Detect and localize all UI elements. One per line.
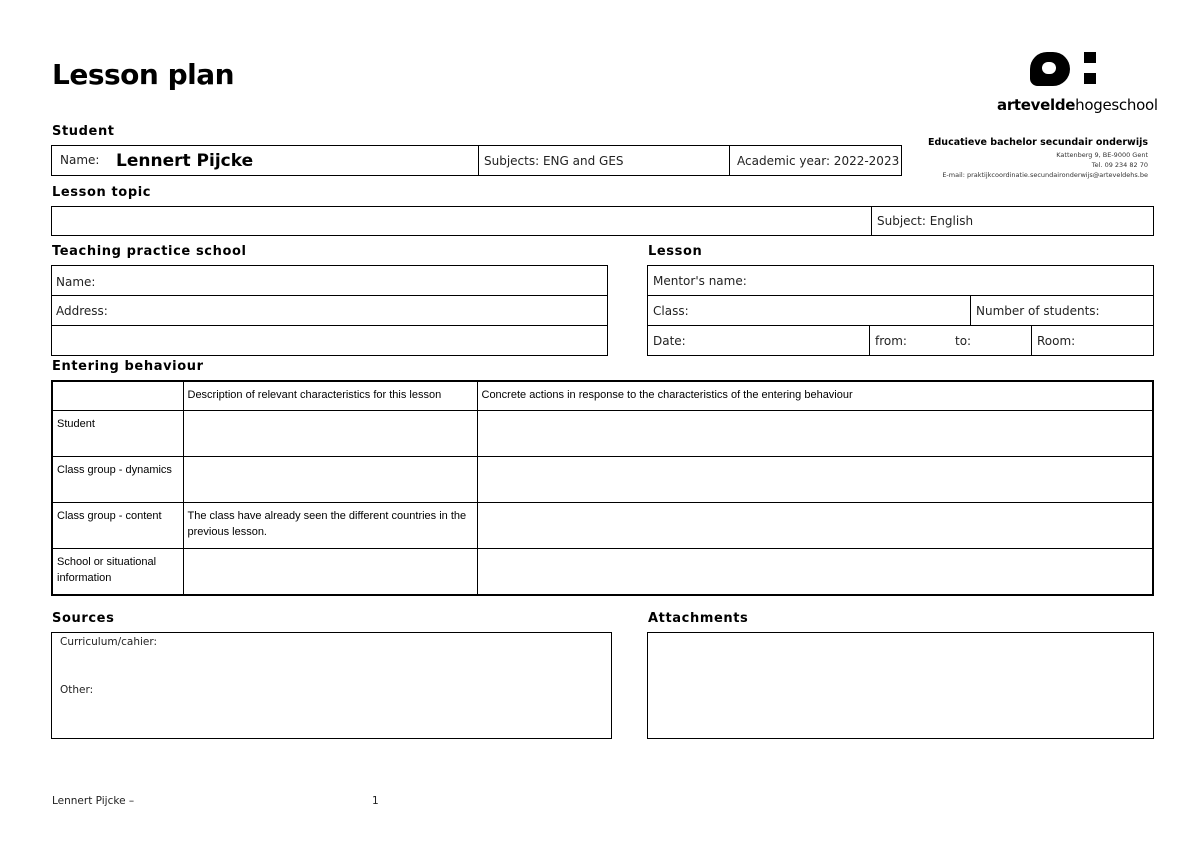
student-heading: Student — [52, 124, 115, 139]
logo-dot-icon — [1084, 52, 1096, 63]
table-header-row — [52, 381, 1153, 410]
table-row — [52, 548, 1153, 595]
lesson-to-label[interactable]: to: — [955, 334, 972, 348]
row-label: School or situational information — [52, 548, 183, 595]
lesson-class-label[interactable]: Class: — [653, 304, 689, 318]
footer-author: Lennert Pijcke – — [52, 795, 135, 807]
table-header-cell: Concrete actions in response to the characteristics of the entering behaviour — [477, 381, 1153, 410]
student-academic-year[interactable]: Academic year: 2022-2023 — [737, 154, 900, 168]
row-description[interactable] — [183, 410, 477, 456]
entering-behaviour-table — [51, 380, 1154, 596]
lesson-topic-subject[interactable]: Subject: English — [877, 214, 974, 228]
row-actions[interactable] — [477, 548, 1153, 595]
institution-address: Kattenberg 9, BE-9000 Gent — [1056, 151, 1148, 159]
student-name-value[interactable]: Lennert Pijcke — [116, 151, 254, 171]
table-row — [52, 456, 1153, 502]
page-title: Lesson plan — [52, 58, 235, 91]
row-description[interactable]: The class have already seen the different countries in the previous lesson. — [183, 502, 477, 548]
entering-heading: Entering behaviour — [52, 359, 204, 374]
lesson-date-label[interactable]: Date: — [653, 334, 686, 348]
student-name-label: Name: — [60, 153, 100, 167]
institution-name: Educatieve bachelor secundair onderwijs — [928, 137, 1148, 148]
lesson-room-label[interactable]: Room: — [1037, 334, 1076, 348]
row-description[interactable] — [183, 548, 477, 595]
row-label: Student — [52, 410, 183, 456]
lesson-topic-row — [51, 206, 1154, 236]
attachments-box[interactable] — [647, 632, 1154, 739]
sources-box[interactable] — [51, 632, 612, 739]
logo-wordmark: arteveldehogeschool — [997, 96, 1158, 114]
student-subjects[interactable]: Subjects: ENG and GES — [484, 154, 624, 168]
row-description[interactable] — [183, 456, 477, 502]
lesson-topic-heading: Lesson topic — [52, 185, 152, 200]
table-row — [52, 502, 1153, 548]
row-label: Class group - dynamics — [52, 456, 183, 502]
school-heading: Teaching practice school — [52, 244, 247, 259]
school-address-label[interactable]: Address: — [56, 304, 108, 318]
institution-phone: Tel. 09 234 82 70 — [1091, 161, 1148, 169]
sources-curriculum-label: Curriculum/cahier: — [60, 636, 158, 648]
table-row — [52, 410, 1153, 456]
logo-a-icon — [1030, 52, 1070, 86]
row-actions[interactable] — [477, 502, 1153, 548]
row-actions[interactable] — [477, 456, 1153, 502]
attachments-heading: Attachments — [648, 611, 749, 626]
sources-heading: Sources — [52, 611, 115, 626]
row-actions[interactable] — [477, 410, 1153, 456]
sources-other-label: Other: — [60, 684, 94, 696]
lesson-from-label[interactable]: from: — [875, 334, 907, 348]
school-box — [51, 265, 608, 356]
logo-dot-icon — [1084, 73, 1096, 84]
lesson-mentor-label[interactable]: Mentor's name: — [653, 274, 747, 288]
table-header-cell: Description of relevant characteristics for this lesson — [183, 381, 477, 410]
footer-page-number: 1 — [372, 795, 379, 807]
lesson-heading: Lesson — [648, 244, 703, 259]
table-header-cell — [52, 381, 183, 410]
lesson-students-label[interactable]: Number of students: — [976, 304, 1100, 318]
school-name-label[interactable]: Name: — [56, 275, 96, 289]
institution-email: E-mail: praktijkcoordinatie.secundaironderwijs@arteveldehs.be — [942, 171, 1148, 179]
row-label: Class group - content — [52, 502, 183, 548]
